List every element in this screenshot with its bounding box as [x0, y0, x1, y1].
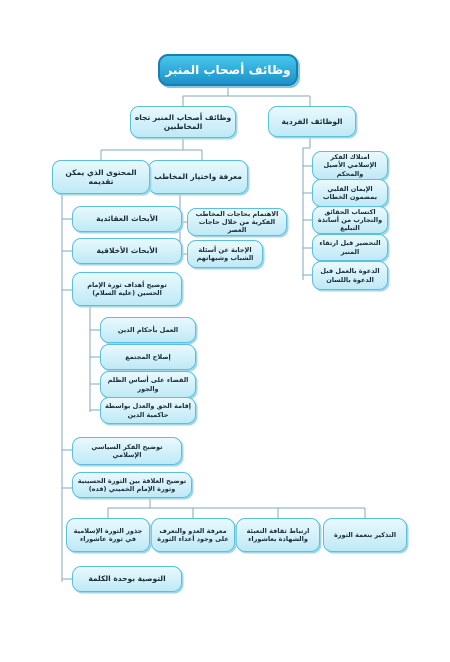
node-functions-towards-audience: وظائف أصحاب المنبر تجاه المخاطبين: [130, 106, 236, 138]
node-individual-item: الدعوة بالعمل قبل الدعوة باللسان: [312, 261, 388, 290]
node-doctrinal-research: الأبحاث العقائدية: [72, 206, 182, 232]
node-goal-item: القضاء على أساس الظلم والجور: [100, 371, 196, 398]
node-relationship-item: ارتباط ثقافة التعبئة والشهادة بعاشوراء: [236, 518, 320, 552]
node-ethical-research: الأبحاث الأخلاقية: [72, 238, 182, 264]
node-goal-item: إصلاح المجتمع: [100, 344, 196, 370]
node-political-thought: توضيح الفكر السياسي الإسلامي: [72, 437, 182, 465]
node-revolution-relationship: توضيح العلاقة بين الثورة الحسينية وثورة الإمام الخميني (قده): [72, 472, 192, 498]
node-relationship-item: معرفة العدو والتعرف على وجود أعداء الثورة: [151, 518, 235, 552]
diagram-title: وظائف أصحاب المنبر: [158, 54, 298, 86]
node-individual-item: اكتساب الحقائق والتجارب من أساتذة التبليغ: [312, 206, 388, 234]
node-audience-item: الاهتمام بحاجات المخاطب الفكرية من خلال حاجات العصر: [187, 208, 287, 236]
node-goal-item: العمل بأحكام الدين: [100, 317, 196, 343]
node-revolution-goals: توضيح أهداف ثورة الإمام الحسين (عليه السلام): [72, 272, 182, 306]
node-individual-item: الإيمان القلبي بمضمون الخطاب: [312, 179, 388, 207]
node-relationship-item: التذكير بنعمة الثورة: [323, 518, 407, 552]
node-audience-item: الإجابة عن أسئلة الشباب وشبهاتهم: [187, 240, 263, 268]
node-relationship-item: جذور الثورة الإسلامية في ثورة عاشوراء: [66, 518, 150, 552]
node-goal-item: إقامة الحق والعدل بواسطة حاكمية الدين: [100, 397, 196, 424]
node-individual-item: امتلاك الفكر الإسلامي الأصيل والمحكم: [312, 151, 388, 180]
node-individual-item: التحضير قبل ارتقاء المنبر: [312, 234, 388, 261]
node-know-audience: معرفة واختيار المخاطب: [148, 160, 248, 194]
node-unity-recommendation: التوصية بوحدة الكلمة: [72, 566, 182, 592]
node-content: المحتوى الذي يمكن تقديمه: [52, 160, 150, 194]
node-individual-functions: الوظائف الفردية: [268, 106, 356, 137]
